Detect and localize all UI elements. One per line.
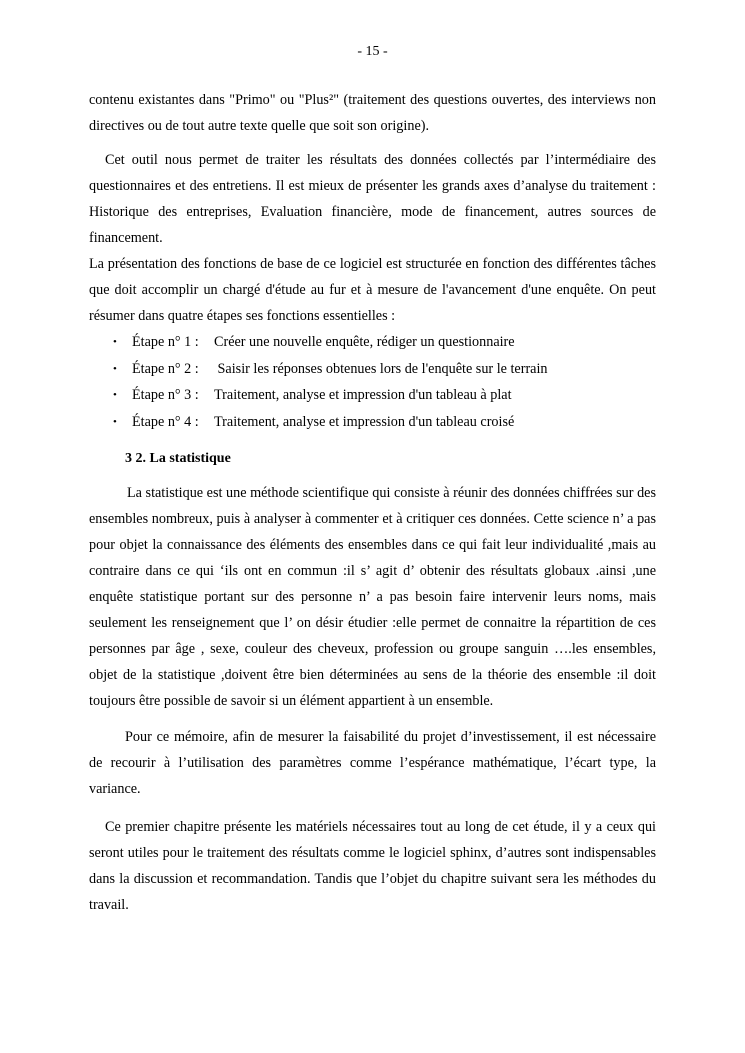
document-body xyxy=(89,87,656,918)
step-text: Traitement, analyse et impression d'un tableau croisé xyxy=(214,413,515,430)
paragraph-thesis-parameters: Pour ce mémoire, afin de mesurer la faisabilité du projet d’investissement, il est nécessaire de recourir à l’utilisation des paramètres comme l’espérance mathématique, l’écart type, la variance. xyxy=(89,729,656,797)
list-item xyxy=(89,409,656,436)
page-number: - 15 - xyxy=(357,44,388,59)
paragraph-software-functions: La présentation des fonctions de base de ce logiciel est structurée en fonction des différentes tâches que doit accomplir un chargé d'étude au fur et à mesure de l'avancement d'une enquête. On peut résumer dans quatre étapes ses fonctions essentielles : xyxy=(89,256,656,324)
step-text: Créer une nouvelle enquête, rédiger un questionnaire xyxy=(214,334,515,350)
paragraph-tool-usage: Cet outil nous permet de traiter les résultats des données collectés par l’intermédiaire des questionnaires et des entretiens. Il est mieux de présenter les grands axes d’analyse du traitement : Historique des entreprises, Evaluation financière, mode de financement, autres sources de financement. xyxy=(89,152,656,246)
list-item xyxy=(89,356,656,383)
bullet-icon: • xyxy=(113,389,117,401)
step-text: Traitement, analyse et impression d'un tableau à plat xyxy=(214,387,512,403)
list-item xyxy=(89,382,656,409)
step-label: Étape n° 4 : xyxy=(132,413,199,430)
step-label: Étape n° 2 : xyxy=(132,360,199,377)
paragraph-chapter-summary: Ce premier chapitre présente les matériels nécessaires tout au long de cet étude, il y a ceux qui seront utiles pour le traitement des résultats comme le logiciel sphinx, d’autres sont indispensables dans la discussion et recommandation. Tandis que l’objet du chapitre suivant sera les méthodes du travail. xyxy=(89,819,656,913)
step-label: Étape n° 3 : xyxy=(132,387,199,403)
step-label: Étape n° 1 : xyxy=(132,334,199,350)
section-heading: 3 2. La statistique xyxy=(125,451,231,466)
list-item xyxy=(89,329,656,356)
step-text: Saisir les réponses obtenues lors de l'enquête sur le terrain xyxy=(214,360,548,377)
steps-list xyxy=(89,329,656,435)
bullet-icon: • xyxy=(113,336,117,348)
bullet-icon: • xyxy=(113,415,117,428)
bullet-icon: • xyxy=(113,362,117,375)
paragraph-continuation: contenu existantes dans "Primo" ou "Plus²" (traitement des questions ouvertes, des interviews non directives ou de tout autre texte quelle que soit son origine). xyxy=(89,92,656,134)
paragraph-statistics-definition: La statistique est une méthode scientifique qui consiste à réunir des données chiffrées sur des ensembles nombreux, puis à analyser à commenter et à critiquer ces données. Cette science n’ a pas pour objet la connaissance des éléments des ensembles dans ce qui fait leur individualité ,mais au contraire dans ce qui ‘ils ont en commun :il s’ agit d’ obtenir des résultats globaux .ainsi ,une enquête statistique portant sur des personne n’ a pas besoin faire intervenir leurs noms, mais seulement les renseignement que l’ on désir étudier :elle permet de connaitre la répartition de ces personnes par âge , sexe, couleur des cheveux, profession ou groupe sanguin ….les ensembles, objet de la statistique ,doivent être bien déterminées au sens de la théorie des ensemble :il doit toujours être possible de savoir si un élément appartient à un ensemble. xyxy=(89,485,656,709)
